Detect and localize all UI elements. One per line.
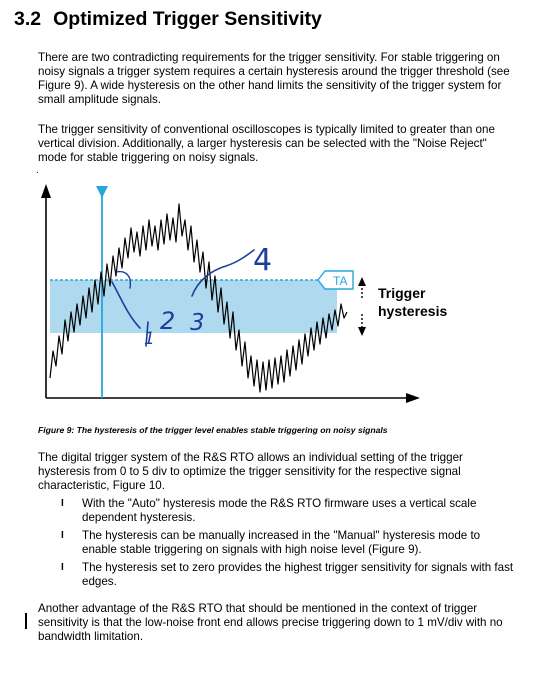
hysteresis-label-hysteresis: hysteresis [378,303,448,319]
handwritten-1: 1 [144,329,155,349]
paragraph-conventional: The trigger sensitivity of conventional oscilloscopes is typically limited to greater than one vertical division. Additionally, a larger hysteresis can be selected with the "Noise Reject" mode for stable triggering on noisy signals. [38,123,495,164]
hysteresis-arrow-down [358,327,366,336]
bullet-marker: I [61,530,64,541]
figure-caption: Figure 9: The hysteresis of the trigger level enables stable triggering on noisy signals [38,425,388,435]
trigger-point-marker [96,186,108,198]
bullet-text: The hysteresis can be manually increased in the "Manual" hysteresis mode to enable stable triggering on signals with high noise level (Figure 9). [82,529,481,556]
handwritten-3: 3 [190,310,205,336]
bullet-marker: I [61,498,64,509]
paragraph-intro: There are two contradicting requirements for the trigger sensitivity. For stable triggering on noisy signals a trigger system requires a certain hysteresis around the trigger threshold (see Figure 9). A wide hysteresis on the other hand limits the sensitivity of the trigger system for small amplitude signals. [38,51,510,106]
bullet-marker: I [61,562,64,573]
bullet-text: The hysteresis set to zero provides the highest trigger sensitivity for signals with fast edges. [82,561,514,588]
bullet-item-manual [38,529,516,557]
y-axis-arrow [41,184,51,198]
bullet-item-zero [38,561,516,589]
paragraph-digital-trigger: The digital trigger system of the R&S RTO allows an individual setting of the trigger hysteresis from 0 to 5 div to optimize the trigger sensitivity for the respective signal characteristic, Figure 10. [38,451,463,492]
handwritten-2: 2 [160,307,176,335]
handwritten-4: 4 [253,243,273,278]
paragraph-closing: Another advantage of the R&S RTO that should be mentioned in the context of trigger sensitivity is that the low-noise front end allows precise triggering down to 1 mV/div with no bandwidth limitation. [38,602,503,643]
stray-mark: . [36,165,39,176]
bullet-item-auto [38,497,516,525]
bullet-text: With the "Auto" hysteresis mode the R&S RTO firmware uses a vertical scale dependent hysteresis. [82,497,477,524]
hysteresis-label-trigger: Trigger [378,285,426,301]
section-title: Optimized Trigger Sensitivity [53,8,322,30]
x-axis-arrow [406,393,420,403]
bullet-list [38,497,516,593]
section-number: 3.2 [14,8,42,30]
ta-marker-label: TA [333,274,348,288]
text-cursor [25,613,27,629]
hysteresis-arrow-up [358,277,366,286]
